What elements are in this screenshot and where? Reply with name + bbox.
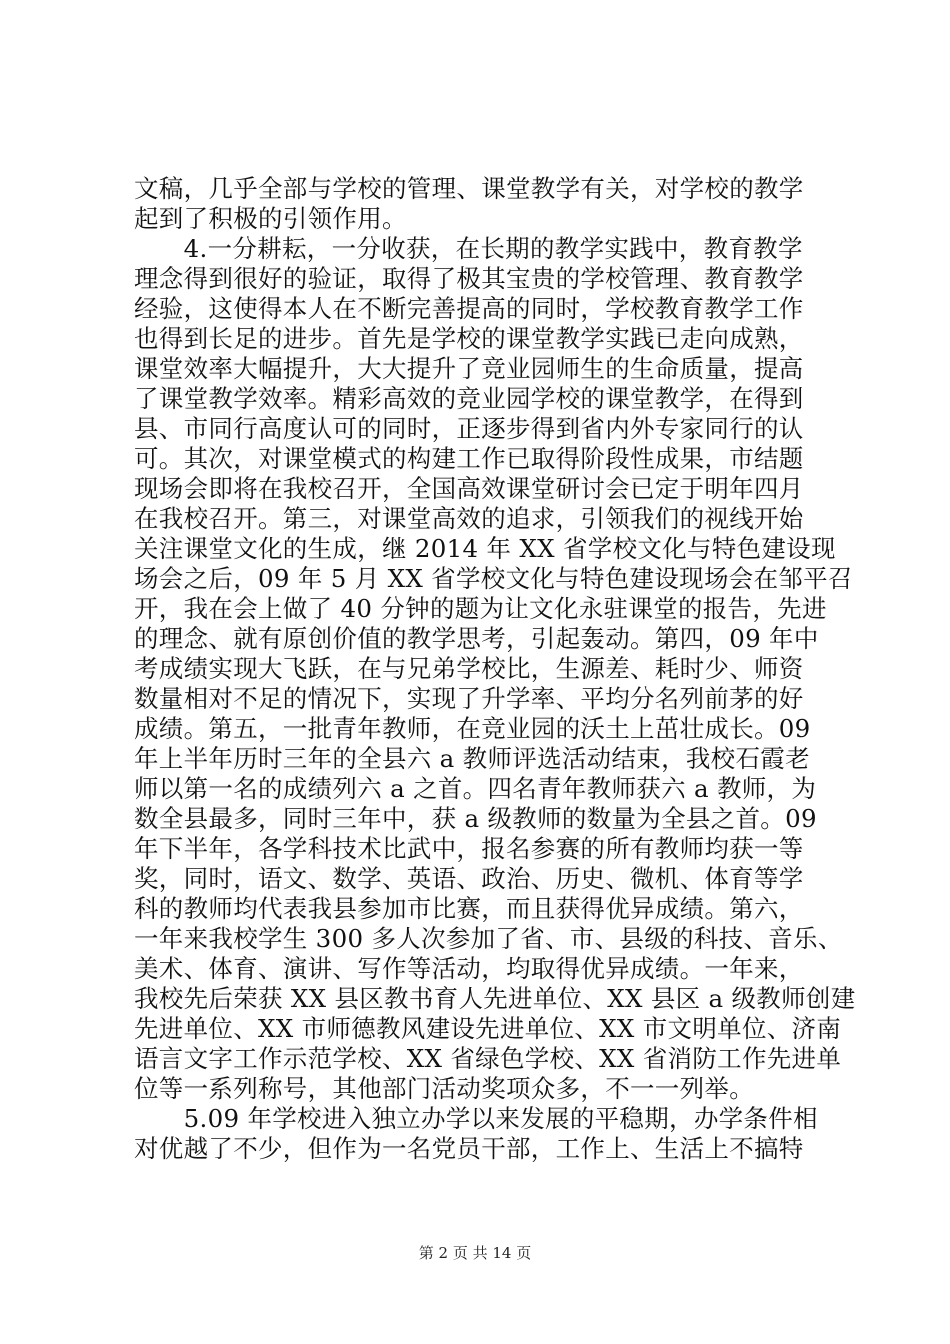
text-line: 也得到长足的进步。首先是学校的课堂教学实践已走向成熟， — [134, 324, 804, 353]
text-line: 数全县最多，同时三年中，获 a 级教师的数量为全县之首。09 — [134, 804, 817, 833]
text-line: 奖，同时，语文、数学、英语、政治、历史、微机、体育等学 — [134, 864, 804, 893]
text-line: 年下半年，各学科技术比武中，报名参赛的所有教师均获一等 — [134, 834, 804, 863]
body-text — [134, 174, 856, 1164]
text-line: 语言文字工作示范学校、XX 省绿色学校、XX 省消防工作先进单 — [134, 1044, 842, 1073]
text-line: 科的教师均代表我县参加市比赛，而且获得优异成绩。第六， — [134, 894, 804, 923]
text-line: 年上半年历时三年的全县六 a 教师评选活动结束，我校石霞老 — [134, 744, 810, 773]
text-line: 位等一系列称号，其他部门活动奖项众多，不一一列举。 — [134, 1074, 754, 1103]
text-line: 现场会即将在我校召开，全国高效课堂研讨会已定于明年四月 — [134, 474, 804, 503]
text-line: 5.09 年学校进入独立办学以来发展的平稳期，办学条件相 — [134, 1104, 818, 1133]
text-line: 一年来我校学生 300 多人次参加了省、市、县级的科技、音乐、 — [134, 924, 843, 953]
text-line: 了课堂教学效率。精彩高效的竞业园学校的课堂教学，在得到 — [134, 384, 804, 413]
text-line: 关注课堂文化的生成，继 2014 年 XX 省学校文化与特色建设现 — [134, 534, 836, 563]
text-line: 师以第一名的成绩列六 a 之首。四名青年教师获六 a 教师，为 — [134, 774, 817, 803]
text-line: 开，我在会上做了 40 分钟的题为让文化永驻课堂的报告，先进 — [134, 594, 827, 623]
text-line: 文稿，几乎全部与学校的管理、课堂教学有关，对学校的教学 — [134, 174, 804, 203]
text-line: 4.一分耕耘，一分收获，在长期的教学实践中，教育教学 — [134, 234, 803, 263]
text-line: 课堂效率大幅提升，大大提升了竞业园师生的生命质量，提高 — [134, 354, 804, 383]
text-line: 我校先后荣获 XX 县区教书育人先进单位、XX 县区 a 级教师创建 — [134, 984, 856, 1013]
page-number: 第 2 页 共 14 页 — [418, 1244, 532, 1262]
text-line: 理念得到很好的验证，取得了极其宝贵的学校管理、教育教学 — [134, 264, 804, 293]
text-line: 起到了积极的引领作用。 — [134, 204, 407, 233]
page-footer — [0, 1243, 950, 1263]
text-line: 县、市同行高度认可的同时，正逐步得到省内外专家同行的认 — [134, 414, 804, 443]
text-line: 成绩。第五，一批青年教师，在竞业园的沃土上茁壮成长。09 — [134, 714, 811, 743]
text-line: 经验，这使得本人在不断完善提高的同时，学校教育教学工作 — [134, 294, 804, 323]
text-line: 的理念、就有原创价值的教学思考，引起轰动。第四，09 年中 — [134, 624, 819, 653]
text-line: 先进单位、XX 市师德教风建设先进单位、XX 市文明单位、济南 — [134, 1014, 842, 1043]
text-line: 美术、体育、演讲、写作等活动，均取得优异成绩。一年来， — [134, 954, 804, 983]
text-line: 对优越了不少，但作为一名党员干部，工作上、生活上不搞特 — [134, 1134, 804, 1163]
text-line: 在我校召开。第三，对课堂高效的追求，引领我们的视线开始 — [134, 504, 804, 533]
text-line: 场会之后，09 年 5 月 XX 省学校文化与特色建设现场会在邹平召 — [134, 564, 853, 593]
text-line: 可。其次，对课堂模式的构建工作已取得阶段性成果，市结题 — [134, 444, 804, 473]
text-line: 数量相对不足的情况下，实现了升学率、平均分名列前茅的好 — [134, 684, 804, 713]
text-line: 考成绩实现大飞跃，在与兄弟学校比，生源差、耗时少、师资 — [134, 654, 804, 683]
